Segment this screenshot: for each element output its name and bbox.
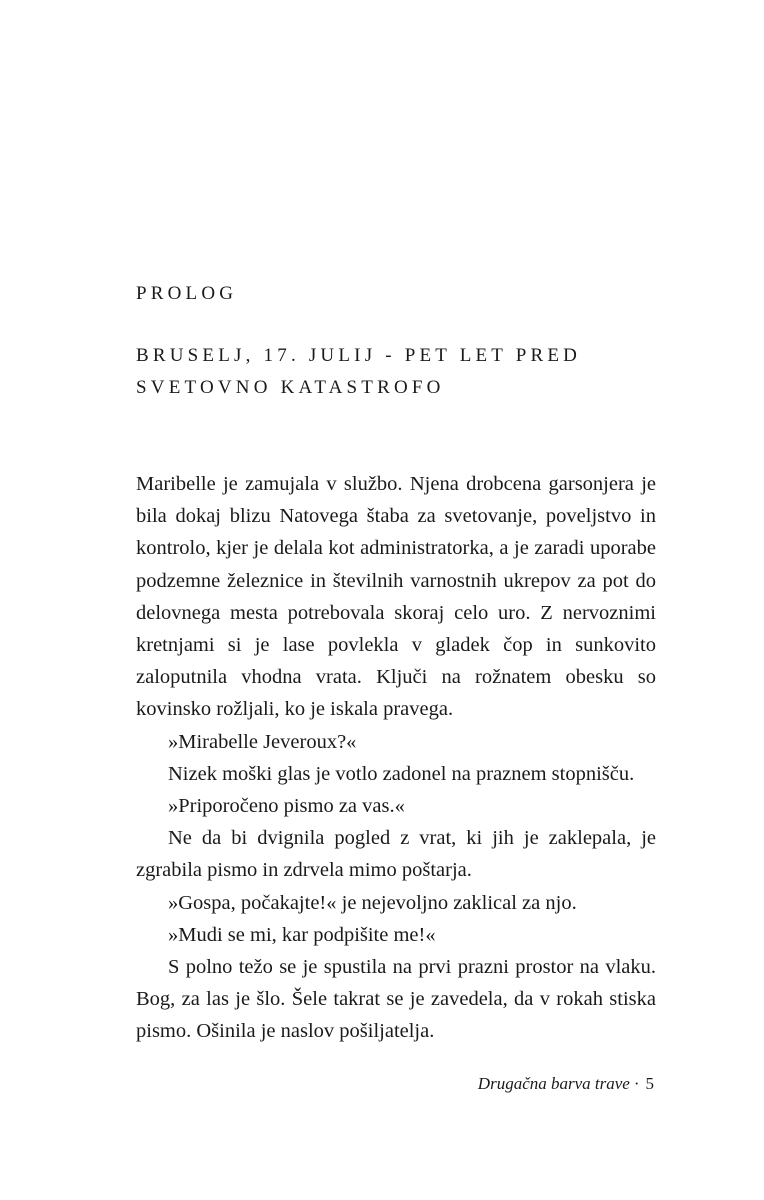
chapter-location	[136, 340, 581, 404]
paragraph: Nizek moški glas je votlo zadonel na praznem stopnišču.	[168, 762, 635, 785]
paragraph: »Mirabelle Jeveroux?«	[168, 730, 357, 753]
paragraph: »Gospa, počakajte!« je nejevoljno zaklical za njo.	[168, 891, 577, 914]
paragraph: »Priporočeno pismo za vas.«	[168, 795, 405, 818]
location-line-1: BRUSELJ, 17. JULIJ - PET LET PRED	[136, 345, 582, 366]
paragraph: Maribelle je zamujala v službo. Njena drobcena garsonjera je bila dokaj blizu Natovega štaba za svetovanje, poveljstvo in kontrolo, kjer je delala kot administratorka, a je zaradi uporabe podzemne železnice in številnih varnostnih ukrepov za pot do delovnega mesta potrebovala skoraj celo uro. Z nervoznimi kretnjami si je lase povlekla v gladek čop in sunkovito zaloputnila vhodna vrata. Ključi na rožnatem obesku so kovinsko rožljali, ko je iskala pravega.	[136, 473, 656, 721]
footer-separator: ·	[633, 1074, 640, 1093]
page-footer	[478, 1074, 654, 1094]
running-title: Drugačna barva trave	[477, 1074, 630, 1093]
paragraph: S polno težo se je spustila na prvi prazni prostor na vlaku. Bog, za las je šlo. Šele takrat se je zavedela, da v rokah stiska pismo. Ošinila je naslov pošiljatelja.	[136, 956, 656, 1043]
paragraph: »Mudi se mi, kar podpišite me!«	[168, 923, 436, 946]
page-number: 5	[645, 1074, 654, 1093]
body-text	[136, 468, 656, 1048]
paragraph: Ne da bi dvignila pogled z vrat, ki jih je zaklepala, je zgrabila pismo in zdrvela mimo poštarja.	[136, 827, 656, 882]
location-line-2: SVETOVNO KATASTROFO	[136, 377, 445, 398]
chapter-label: PROLOG	[136, 283, 238, 304]
